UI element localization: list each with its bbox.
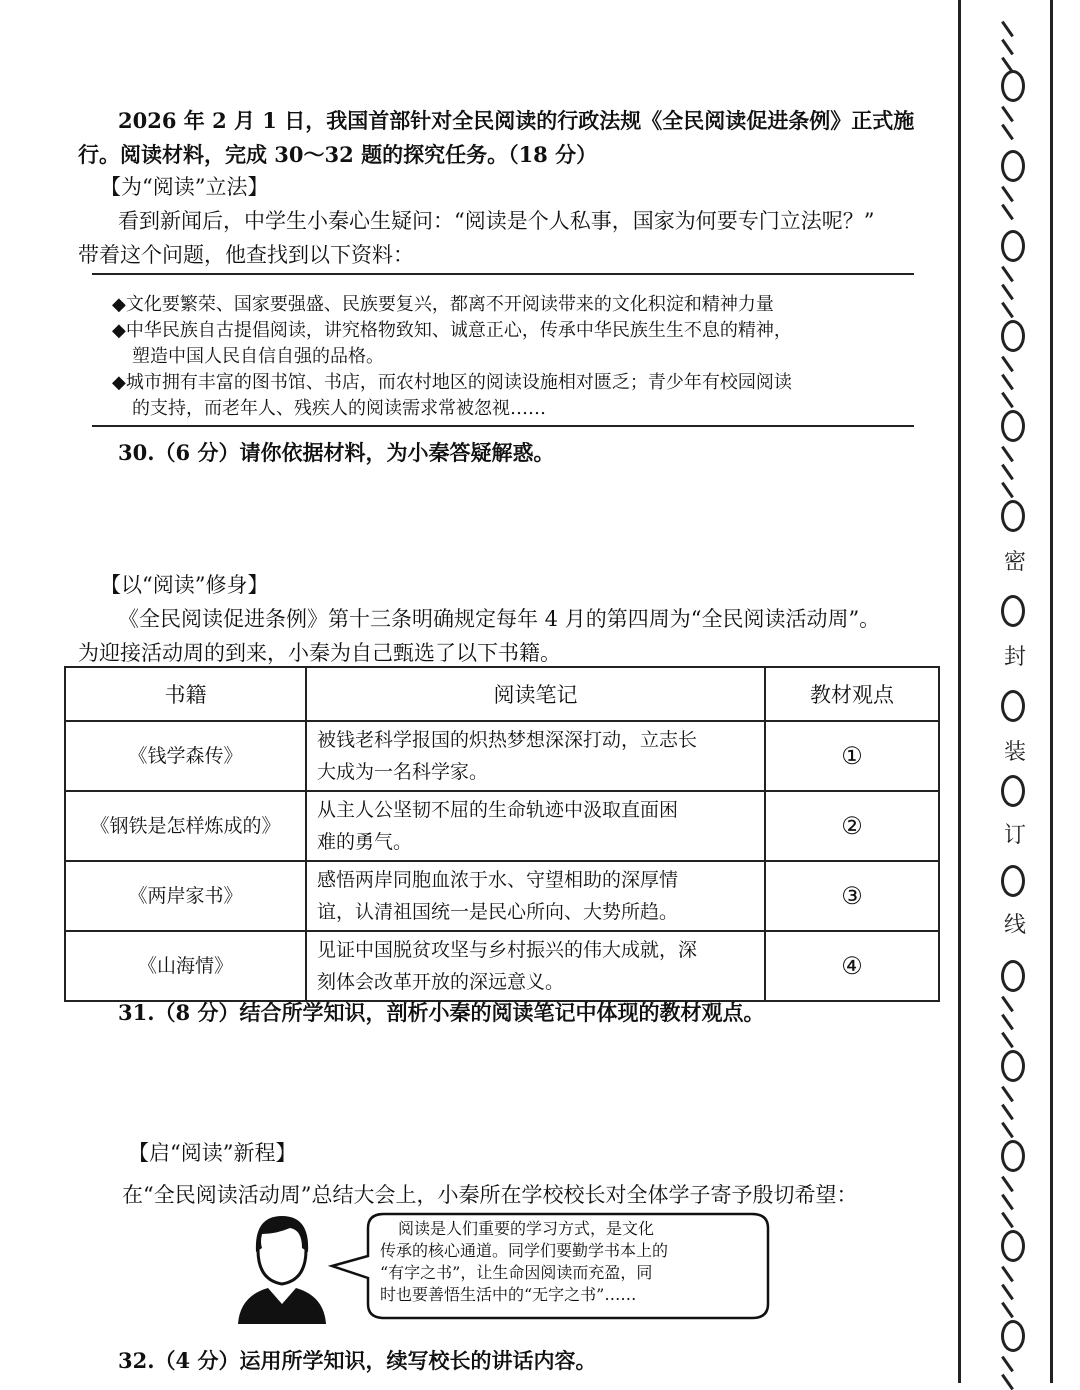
binding-hole-icon <box>1001 865 1025 897</box>
table-header-row <box>65 667 939 721</box>
binding-slash-mark <box>1001 106 1014 122</box>
binding-hole-icon <box>1001 1140 1025 1172</box>
binding-slash-mark <box>1001 1266 1014 1282</box>
book-title: 《两岸家书》 <box>65 861 306 931</box>
intro-line-1: 2026 年 2 月 1 日，我国首部针对全民阅读的行政法规《全民阅读促进条例》正式施 <box>118 108 915 133</box>
binding-slash-mark <box>1001 1104 1014 1120</box>
table-row <box>65 791 939 861</box>
binding-hole-icon <box>1001 960 1025 992</box>
binding-hole-icon <box>1001 595 1025 627</box>
intro-line-2: 行。阅读材料，完成 30～32 题的探究任务。（18 分） <box>78 142 598 167</box>
viewpoint-marker: ④ <box>765 931 939 1001</box>
binding-line-left <box>958 0 961 1383</box>
binding-label-staple: 订 <box>1003 823 1026 848</box>
material-item-3-cont: 的支持，而老年人、残疾人的阅读需求常被忽视…… <box>132 398 546 419</box>
binding-slash-mark <box>1001 1014 1014 1030</box>
header-notes: 阅读笔记 <box>306 667 765 721</box>
material-item-2-cont: 塑造中国人民自信自强的品格。 <box>132 346 384 367</box>
binding-slash-mark <box>1001 374 1014 390</box>
binding-slash-mark <box>1001 1356 1014 1372</box>
viewpoint-marker: ③ <box>765 861 939 931</box>
book-title: 《山海情》 <box>65 931 306 1001</box>
speech-line: 时也要善悟生活中的“无字之书”…… <box>380 1285 637 1304</box>
table-row <box>65 931 939 1001</box>
reading-note-line: 谊，认清祖国统一是民心所向、大势所趋。 <box>317 901 679 923</box>
binding-slash-mark <box>1001 302 1014 318</box>
binding-hole-icon <box>1001 150 1025 182</box>
reading-note <box>306 791 765 861</box>
book-table <box>64 666 940 1002</box>
section-title-cultivate: 【以“阅读”修身】 <box>100 573 269 597</box>
viewpoint-marker: ② <box>765 791 939 861</box>
binding-slash-mark <box>1001 1212 1014 1228</box>
table-row <box>65 721 939 791</box>
binding-slash-mark <box>1001 1176 1014 1192</box>
binding-slash-mark <box>1001 204 1014 220</box>
speech-line: 阅读是人们重要的学习方式，是文化 <box>398 1219 655 1238</box>
binding-slash-mark <box>1001 1374 1014 1390</box>
binding-slash-mark <box>1001 1086 1014 1102</box>
section1-para-line-1: 看到新闻后，中学生小秦心生疑问：“阅读是个人私事，国家为何要专门立法呢？” <box>118 209 875 233</box>
section-title-legislate: 【为“阅读”立法】 <box>100 175 269 199</box>
principal-avatar-icon <box>238 1216 326 1324</box>
binding-slash-mark <box>1001 284 1014 300</box>
material-bottom-rule <box>92 425 914 427</box>
table-row <box>65 861 939 931</box>
reading-note-line: 被钱老科学报国的炽热梦想深深打动，立志长 <box>317 729 698 751</box>
binding-slash-mark <box>1001 1122 1014 1138</box>
binding-line-right <box>1050 0 1053 1383</box>
binding-slash-mark <box>1001 392 1014 408</box>
question-30: 30.（6 分）请你依据材料，为小秦答疑解惑。 <box>118 440 555 465</box>
material-top-rule <box>92 273 914 275</box>
binding-hole-icon <box>1001 320 1025 352</box>
speech-line: 传承的核心通道。同学们要勤学书本上的 <box>380 1241 669 1260</box>
binding-slash-mark <box>1001 186 1014 202</box>
reading-note <box>306 721 765 791</box>
question-32: 32.（4 分）运用所学知识，续写校长的讲话内容。 <box>118 1348 597 1373</box>
material-item-2: ◆中华民族自古提倡阅读，讲究格物致知、诚意正心，传承中华民族生生不息的精神， <box>112 320 792 341</box>
reading-note-line: 从主人公坚韧不屈的生命轨迹中汲取直面困 <box>317 799 679 821</box>
binding-slash-mark <box>1001 1194 1014 1210</box>
section2-para-line-1: 《全民阅读促进条例》第十三条明确规定每年 4 月的第四周为“全民阅读活动周”。 <box>118 607 881 631</box>
principal-speech <box>380 1218 668 1306</box>
binding-slash-mark <box>1001 446 1014 462</box>
binding-label-close: 封 <box>1003 645 1026 670</box>
section3-para: 在“全民阅读活动周”总结大会上，小秦所在学校校长对全体学子寄予殷切希望： <box>122 1183 858 1207</box>
binding-hole-icon <box>1001 1050 1025 1082</box>
book-title: 《钢铁是怎样炼成的》 <box>65 791 306 861</box>
book-title: 《钱学森传》 <box>65 721 306 791</box>
binding-slash-mark <box>1001 39 1014 55</box>
reading-note-line: 大成为一名科学家。 <box>317 761 489 783</box>
binding-slash-mark <box>1001 266 1014 282</box>
material-item-1: ◆文化要繁荣、国家要强盛、民族要复兴，都离不开阅读带来的文化积淀和精神力量 <box>112 294 774 315</box>
reading-note-line: 难的勇气。 <box>317 831 413 853</box>
binding-hole-icon <box>1001 410 1025 442</box>
binding-slash-mark <box>1001 21 1014 37</box>
binding-hole-icon <box>1001 70 1025 102</box>
binding-slash-mark <box>1001 996 1014 1012</box>
reading-note-line: 刻体会改革开放的深远意义。 <box>317 971 565 993</box>
header-viewpoints: 教材观点 <box>765 667 939 721</box>
binding-slash-mark <box>1001 1302 1014 1318</box>
header-books: 书籍 <box>65 667 306 721</box>
binding-slash-mark <box>1001 464 1014 480</box>
binding-label-bind: 装 <box>1003 740 1026 765</box>
reading-note-line: 见证中国脱贫攻坚与乡村振兴的伟大成就，深 <box>317 939 698 961</box>
reading-note-line: 感悟两岸同胞血浓于水、守望相助的深厚情 <box>317 869 679 891</box>
binding-hole-icon <box>1001 775 1025 807</box>
question-31: 31.（8 分）结合所学知识，剖析小秦的阅读笔记中体现的教材观点。 <box>118 1000 765 1025</box>
speech-line: “有字之书”，让生命因阅读而充盈，同 <box>380 1263 653 1282</box>
binding-label-line: 线 <box>1003 913 1026 938</box>
binding-slash-mark <box>1001 124 1014 140</box>
binding-slash-mark <box>1001 1032 1014 1048</box>
reading-note <box>306 861 765 931</box>
binding-label-seal: 密 <box>1003 550 1026 575</box>
binding-hole-icon <box>1001 690 1025 722</box>
viewpoint-marker: ① <box>765 721 939 791</box>
binding-hole-icon <box>1001 500 1025 532</box>
reading-note <box>306 931 765 1001</box>
binding-slash-mark <box>1001 482 1014 498</box>
binding-hole-icon <box>1001 1320 1025 1352</box>
material-item-3: ◆城市拥有丰富的图书馆、书店，而农村地区的阅读设施相对匮乏；青少年有校园阅读 <box>112 372 792 393</box>
section1-para-line-2: 带着这个问题，他查找到以下资料： <box>78 243 414 267</box>
section2-para-line-2: 为迎接活动周的到来，小秦为自己甄选了以下书籍。 <box>78 641 561 665</box>
binding-hole-icon <box>1001 230 1025 262</box>
binding-hole-icon <box>1001 1230 1025 1262</box>
section-title-new-journey: 【启“阅读”新程】 <box>128 1141 297 1165</box>
binding-slash-mark <box>1001 1284 1014 1300</box>
binding-slash-mark <box>1001 356 1014 372</box>
